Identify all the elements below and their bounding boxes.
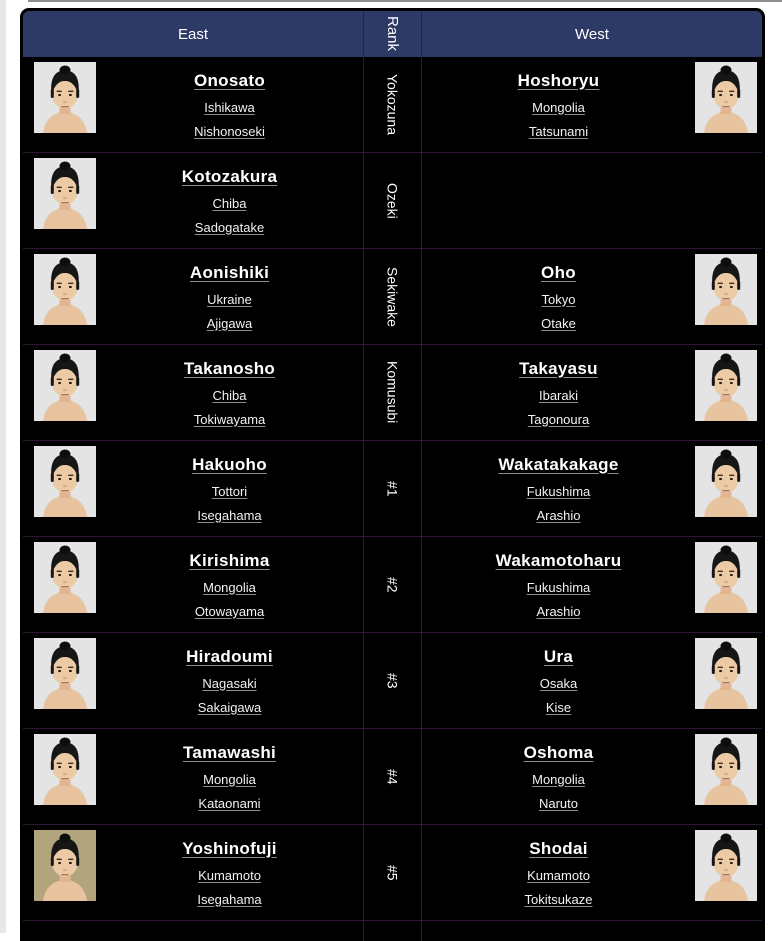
stable-link[interactable]: Naruto [538,795,579,811]
sumo-portrait-photo [34,350,96,421]
rank-cell [363,825,422,920]
origin-link[interactable]: Ibaraki [538,387,579,403]
rank-label: #4 [384,768,401,785]
origin-link[interactable]: Chiba [212,387,247,403]
stable-link[interactable]: Kise [545,699,572,715]
wrestler-name-link[interactable]: Hakuoho [192,454,267,474]
table-header-row [23,11,762,57]
rank-label: Ozeki [384,182,401,219]
east-cell [23,345,363,440]
origin-link[interactable]: Ishikawa [204,99,255,115]
stable-link[interactable]: Tokitsukaze [524,891,593,907]
east-wrestler-info [96,455,363,523]
east-cell [23,57,363,152]
west-cell [422,153,762,248]
banzuke-table [20,8,765,941]
wrestler-name-link[interactable]: Oho [541,262,576,282]
west-cell [422,729,762,824]
stable-link[interactable]: Kataonami [198,795,261,811]
stable-link[interactable]: Arashio [536,603,581,619]
wrestler-name-link[interactable]: Takayasu [519,358,598,378]
sumo-portrait-photo [695,638,757,709]
west-header-label: West [575,25,609,43]
table-row [23,537,762,633]
window-top-edge [28,0,782,2]
stable-link[interactable]: Arashio [536,507,581,523]
stable-link[interactable]: Isegahama [197,891,262,907]
east-cell [23,153,363,248]
column-header-west [422,11,762,57]
east-cell [23,537,363,632]
rank-cell [363,537,422,632]
rank-label: Sekiwake [384,266,401,327]
sumo-portrait-photo [34,158,96,229]
wrestler-name-link[interactable]: Wakamotoharu [495,550,622,570]
west-wrestler-info [422,743,695,811]
wrestler-name-link[interactable]: Hoshoryu [517,70,600,90]
east-wrestler-info [96,263,363,331]
rank-cell [363,57,422,152]
column-header-rank [363,11,422,57]
west-cell [422,345,762,440]
sumo-portrait-photo [695,62,757,133]
wrestler-name-link[interactable]: Tamawashi [182,742,277,762]
east-wrestler-info [96,551,363,619]
wrestler-name-link[interactable]: Shodai [529,838,588,858]
east-cell [23,825,363,920]
origin-link[interactable]: Mongolia [532,771,585,787]
origin-link[interactable]: Nagasaki [202,675,257,691]
west-wrestler-info [422,263,695,331]
west-wrestler-info [422,359,695,427]
west-wrestler-info [422,71,695,139]
table-row [23,153,762,249]
east-cell [23,249,363,344]
rank-header-label: Rank [384,16,401,52]
east-cell [23,729,363,824]
sumo-portrait-photo [34,734,96,805]
origin-link[interactable]: Osaka [539,675,578,691]
table-row [23,441,762,537]
west-cell [422,441,762,536]
stable-link[interactable]: Tatsunami [528,123,589,139]
east-header-label: East [177,25,208,43]
rank-label: #1 [384,480,401,497]
stable-link[interactable]: Tokiwayama [193,411,266,427]
wrestler-name-link[interactable]: Ura [543,646,574,666]
origin-link[interactable]: Fukushima [526,579,591,595]
sumo-portrait-photo [695,734,757,805]
window-left-edge [0,0,6,933]
wrestler-name-link[interactable]: Kirishima [189,550,270,570]
stable-link[interactable]: Tagonoura [527,411,590,427]
origin-link[interactable]: Mongolia [203,579,256,595]
west-wrestler-info [422,551,695,619]
sumo-portrait-photo [695,254,757,325]
east-wrestler-info [96,743,363,811]
table-row [23,249,762,345]
west-cell [422,633,762,728]
table-row [23,345,762,441]
origin-link[interactable]: Kumamoto [198,867,261,883]
east-wrestler-info [96,167,363,235]
wrestler-name-link[interactable]: Hiradoumi [186,646,273,666]
wrestler-name-link[interactable]: Onosato [193,70,266,90]
rank-label: Komusubi [384,361,401,424]
wrestler-name-link[interactable]: Kotozakura [181,166,278,186]
sumo-portrait-photo [34,830,96,901]
origin-link[interactable]: Ukraine [207,291,252,307]
table-body [23,57,762,921]
wrestler-name-link[interactable]: Takanosho [183,358,276,378]
rank-cell [363,441,422,536]
sumo-portrait-photo [695,446,757,517]
stable-link[interactable]: Nishonoseki [194,123,265,139]
sumo-portrait-photo [34,542,96,613]
stable-link[interactable]: Otowayama [194,603,265,619]
rank-cell [363,345,422,440]
east-cell [23,633,363,728]
table-row [23,57,762,153]
table-row [23,825,762,921]
stable-link[interactable]: Sakaigawa [197,699,262,715]
table-row [23,633,762,729]
west-wrestler-info [422,839,695,907]
table-row [23,729,762,825]
origin-link[interactable]: Tokyo [541,291,576,307]
sumo-portrait-photo [695,542,757,613]
origin-link[interactable]: Tottori [211,483,248,499]
rank-cell [363,153,422,248]
rank-label: Yokozuna [384,74,401,135]
origin-link[interactable]: Mongolia [203,771,256,787]
table-row-clipped [23,921,762,941]
sumo-portrait-photo [34,446,96,517]
origin-link[interactable]: Mongolia [532,99,585,115]
stable-link[interactable]: Ajigawa [206,315,253,331]
west-wrestler-info [422,455,695,523]
west-cell [422,825,762,920]
wrestler-name-link[interactable]: Wakatakakage [498,454,619,474]
wrestler-name-link[interactable]: Yoshinofuji [182,838,277,858]
sumo-portrait-photo [695,830,757,901]
sumo-portrait-photo [34,638,96,709]
origin-link[interactable]: Fukushima [526,483,591,499]
rank-cell [363,729,422,824]
wrestler-name-link[interactable]: Aonishiki [189,262,270,282]
stable-link[interactable]: Sadogatake [194,219,265,235]
east-wrestler-info [96,839,363,907]
origin-link[interactable]: Kumamoto [527,867,590,883]
west-wrestler-info [422,647,695,715]
rank-label: #3 [384,672,401,689]
sumo-portrait-photo [695,350,757,421]
sumo-portrait-photo [34,62,96,133]
origin-link[interactable]: Chiba [212,195,247,211]
rank-label: #5 [384,864,401,881]
rank-cell [363,633,422,728]
column-header-east [23,11,363,57]
west-cell [422,249,762,344]
stable-link[interactable]: Otake [541,315,576,331]
wrestler-name-link[interactable]: Oshoma [523,742,594,762]
east-wrestler-info [96,71,363,139]
stable-link[interactable]: Isegahama [197,507,262,523]
sumo-portrait-photo [34,254,96,325]
east-cell [23,441,363,536]
east-wrestler-info [96,359,363,427]
rank-cell [363,249,422,344]
east-wrestler-info [96,647,363,715]
west-cell [422,537,762,632]
west-cell [422,57,762,152]
rank-label: #2 [384,576,401,593]
